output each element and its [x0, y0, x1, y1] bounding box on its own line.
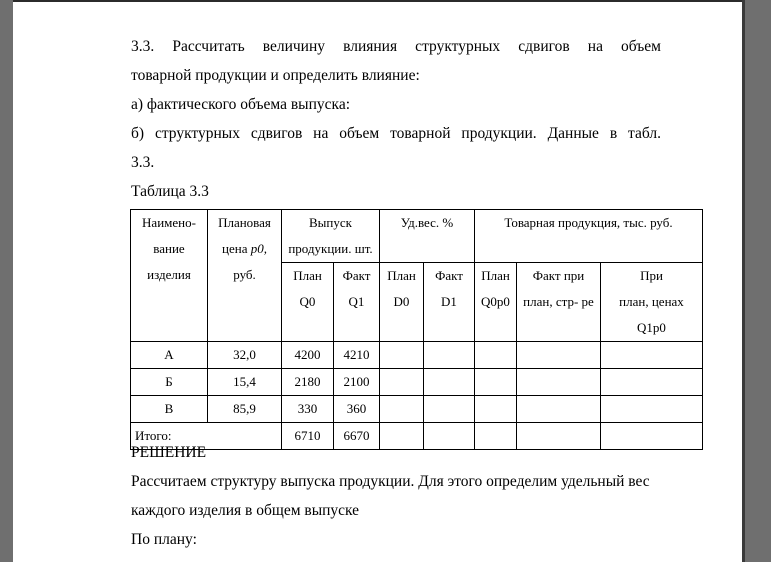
header-at-plan-prices: При план, ценах Q1p0 [601, 263, 703, 342]
row-q0: 330 [282, 396, 334, 423]
empty-cell [601, 396, 703, 423]
empty-cell [517, 396, 601, 423]
header-fact-plan-structure: Факт при план, стр- ре [517, 263, 601, 342]
header-fact-d1: Факт D1 [424, 263, 475, 342]
task-text-line-1: 3.3. Рассчитать величину влияния структурных сдвигов на объем [131, 38, 661, 55]
empty-cell [475, 396, 517, 423]
total-q0: 6710 [282, 423, 334, 450]
empty-cell [475, 423, 517, 450]
page-right-edge [742, 0, 745, 562]
empty-cell [475, 369, 517, 396]
empty-cell [380, 396, 424, 423]
empty-cell [380, 342, 424, 369]
total-q1: 6670 [334, 423, 380, 450]
row-price: 15,4 [208, 369, 282, 396]
row-q1: 360 [334, 396, 380, 423]
header-share: Уд.вес. % [380, 210, 475, 263]
table-total-row [131, 423, 703, 450]
header-planned-price: Плановая цена p0, руб. [208, 210, 282, 342]
row-price: 32,0 [208, 342, 282, 369]
row-q0: 2180 [282, 369, 334, 396]
empty-cell [424, 342, 475, 369]
header-plan-d0: План D0 [380, 263, 424, 342]
row-price: 85,9 [208, 396, 282, 423]
header-plan-q0: План Q0 [282, 263, 334, 342]
row-name: А [131, 342, 208, 369]
row-name: Б [131, 369, 208, 396]
task-item-b-cont: 3.3. [131, 154, 155, 171]
row-q1: 2100 [334, 369, 380, 396]
table-caption: Таблица 3.3 [131, 183, 209, 200]
empty-cell [601, 369, 703, 396]
row-q1: 4210 [334, 342, 380, 369]
empty-cell [601, 423, 703, 450]
table-row [131, 396, 703, 423]
header-fact-q1: Факт Q1 [334, 263, 380, 342]
task-text-line-2: товарной продукции и определить влияние: [131, 67, 420, 84]
task-item-a: а) фактического объема выпуска: [131, 96, 351, 113]
total-label: Итого: [131, 423, 282, 450]
table-row [131, 342, 703, 369]
solution-heading: РЕШЕНИЕ [131, 444, 207, 461]
empty-cell [475, 342, 517, 369]
empty-cell [380, 423, 424, 450]
empty-cell [424, 423, 475, 450]
page-top-border [13, 0, 742, 2]
empty-cell [424, 369, 475, 396]
row-q0: 4200 [282, 342, 334, 369]
solution-line-3: По плану: [131, 531, 197, 548]
header-plan-q0p0: План Q0p0 [475, 263, 517, 342]
empty-cell [380, 369, 424, 396]
solution-line-1: Рассчитаем структуру выпуска продукции. Для этого определим удельный вес [131, 473, 650, 490]
row-name: В [131, 396, 208, 423]
data-table [130, 209, 703, 450]
empty-cell [517, 423, 601, 450]
empty-cell [601, 342, 703, 369]
solution-line-2: каждого изделия в общем выпуске [131, 502, 360, 519]
header-goods: Товарная продукция, тыс. руб. [475, 210, 703, 263]
empty-cell [424, 396, 475, 423]
table-row [131, 369, 703, 396]
document-page [13, 0, 742, 562]
header-output: Выпуск продукции. шт. [282, 210, 380, 263]
empty-cell [517, 342, 601, 369]
header-product-name: Наимено- вание изделия [131, 210, 208, 342]
empty-cell [517, 369, 601, 396]
task-item-b: б) структурных сдвигов на объем товарной продукции. Данные в табл. [131, 125, 661, 142]
